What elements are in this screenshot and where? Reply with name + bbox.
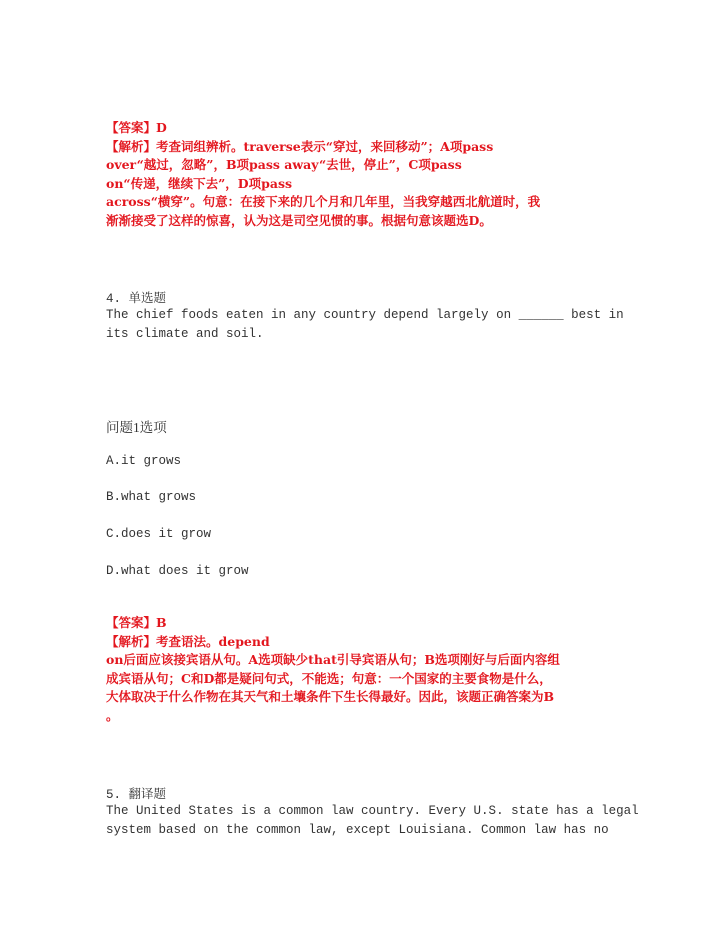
analysis-line: over“越过，忽略”，B项pass away“去世，停止”，C项pass: [106, 157, 462, 172]
question-line: The chief foods eaten in any country depend largely on ______ best in: [106, 308, 624, 322]
answer-line: 【答案】B: [106, 615, 167, 630]
analysis-line: across“横穿”。句意：在接下来的几个月和几年里，当我穿越西北航道时，我: [106, 194, 541, 209]
option-d: D.what does it grow: [106, 564, 249, 578]
question-line: The United States is a common law country. Every U.S. state has a legal: [106, 804, 639, 818]
analysis-line: 成宾语从句；C和D都是疑问句式，不能选；句意：一个国家的主要食物是什么，: [106, 670, 552, 686]
analysis-line: 。: [106, 707, 119, 723]
analysis-line: on后面应该接宾语从句。A选项缺少that引导宾语从句；B选项刚好与后面内容组: [106, 652, 560, 667]
question-text-q5: [106, 802, 639, 839]
analysis-line: 大体取决于什么作物在其天气和土壤条件下生长得最好。因此，该题正确答案为B: [106, 689, 555, 704]
option-c: C.does it grow: [106, 527, 212, 541]
options-title-q4: 问题1选项: [106, 420, 167, 435]
question-text-q4: [106, 306, 624, 343]
question-header-q4: 4. 单选题: [106, 292, 167, 306]
answer-line: 【答案】D: [106, 120, 167, 135]
analysis-line: 【解析】考查词组辨析。traverse表示“穿过，来回移动”；A项pass: [106, 138, 494, 154]
answer-block-q4: [106, 614, 616, 725]
analysis-line: 【解析】考查语法。depend: [106, 633, 270, 649]
analysis-line: on“传递，继续下去”，D项pass: [106, 175, 293, 191]
answer-block-q3: [106, 119, 616, 230]
question-header-q5: 5. 翻译题: [106, 788, 167, 802]
question-line: system based on the common law, except Louisiana. Common law has no: [106, 822, 609, 837]
question-line: its climate and soil.: [106, 326, 264, 341]
option-b: B.what grows: [106, 490, 197, 504]
option-a: A.it grows: [106, 454, 182, 468]
analysis-line: 渐渐接受了这样的惊喜，认为这是司空见惯的事。根据句意该题选D。: [106, 212, 492, 228]
